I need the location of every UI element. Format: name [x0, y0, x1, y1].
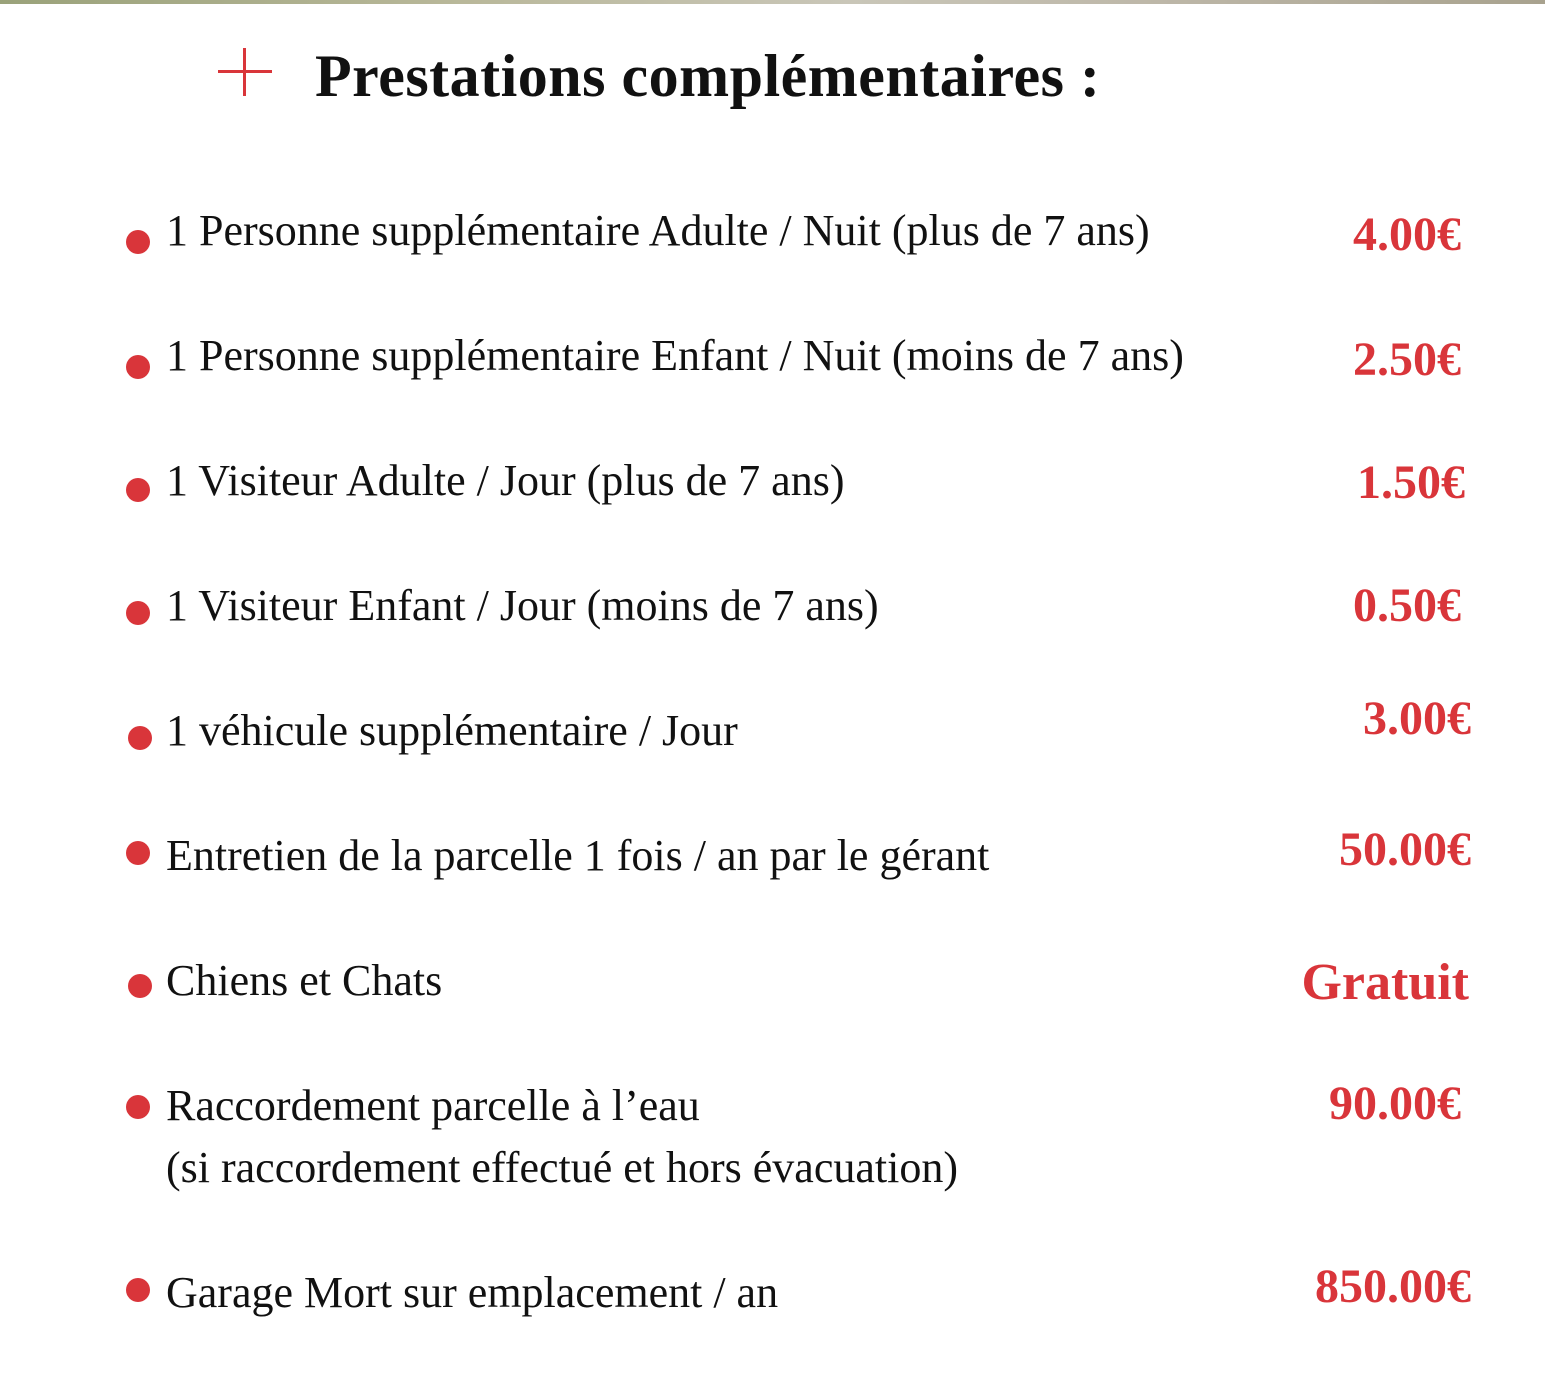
top-image-strip — [0, 0, 1545, 4]
list-item — [0, 200, 1545, 290]
list-item — [0, 825, 1545, 915]
bullet-icon — [126, 601, 150, 625]
bullet-icon — [126, 478, 150, 502]
list-item — [0, 575, 1545, 665]
item-price: 850.00€ — [1315, 1260, 1471, 1313]
item-label: Chiens et Chats — [166, 956, 443, 1005]
item-price: 4.00€ — [1353, 208, 1461, 261]
bullet-icon — [126, 230, 150, 254]
list-item — [0, 692, 1545, 790]
item-price: 3.00€ — [1363, 692, 1471, 745]
bullet-icon — [128, 974, 152, 998]
item-label: Garage Mort sur emplacement / an — [166, 1268, 779, 1317]
item-price: 0.50€ — [1353, 579, 1461, 632]
list-item — [0, 1262, 1545, 1352]
bullet-icon — [128, 726, 152, 750]
list-item — [0, 325, 1545, 415]
page-title: Prestations complémentaires : — [315, 43, 1101, 109]
bullet-icon — [126, 355, 150, 379]
item-price: 50.00€ — [1339, 823, 1471, 876]
item-label: Raccordement parcelle à l’eau — [166, 1081, 700, 1130]
item-label: 1 Personne supplémentaire Adulte / Nuit (plus de 7 ans) — [166, 206, 1150, 255]
plus-icon — [218, 48, 272, 96]
item-price: 90.00€ — [1329, 1077, 1461, 1130]
item-price: 1.50€ — [1357, 456, 1465, 509]
item-label: 1 véhicule supplémentaire / Jour — [166, 706, 738, 755]
list-item — [0, 1075, 1545, 1215]
item-label: 1 Visiteur Adulte / Jour (plus de 7 ans) — [166, 456, 845, 505]
item-price: Gratuit — [1301, 954, 1469, 1011]
list-item — [0, 450, 1545, 540]
item-sublabel: (si raccordement effectué et hors évacuation) — [166, 1143, 958, 1192]
list-item — [0, 950, 1545, 1040]
bullet-icon — [126, 1278, 150, 1302]
item-label: 1 Personne supplémentaire Enfant / Nuit (moins de 7 ans) — [166, 331, 1184, 380]
item-label: Entretien de la parcelle 1 fois / an par le gérant — [166, 831, 990, 880]
item-label: 1 Visiteur Enfant / Jour (moins de 7 ans) — [166, 581, 879, 630]
item-price: 2.50€ — [1353, 333, 1461, 386]
bullet-icon — [126, 841, 150, 865]
bullet-icon — [126, 1095, 150, 1119]
